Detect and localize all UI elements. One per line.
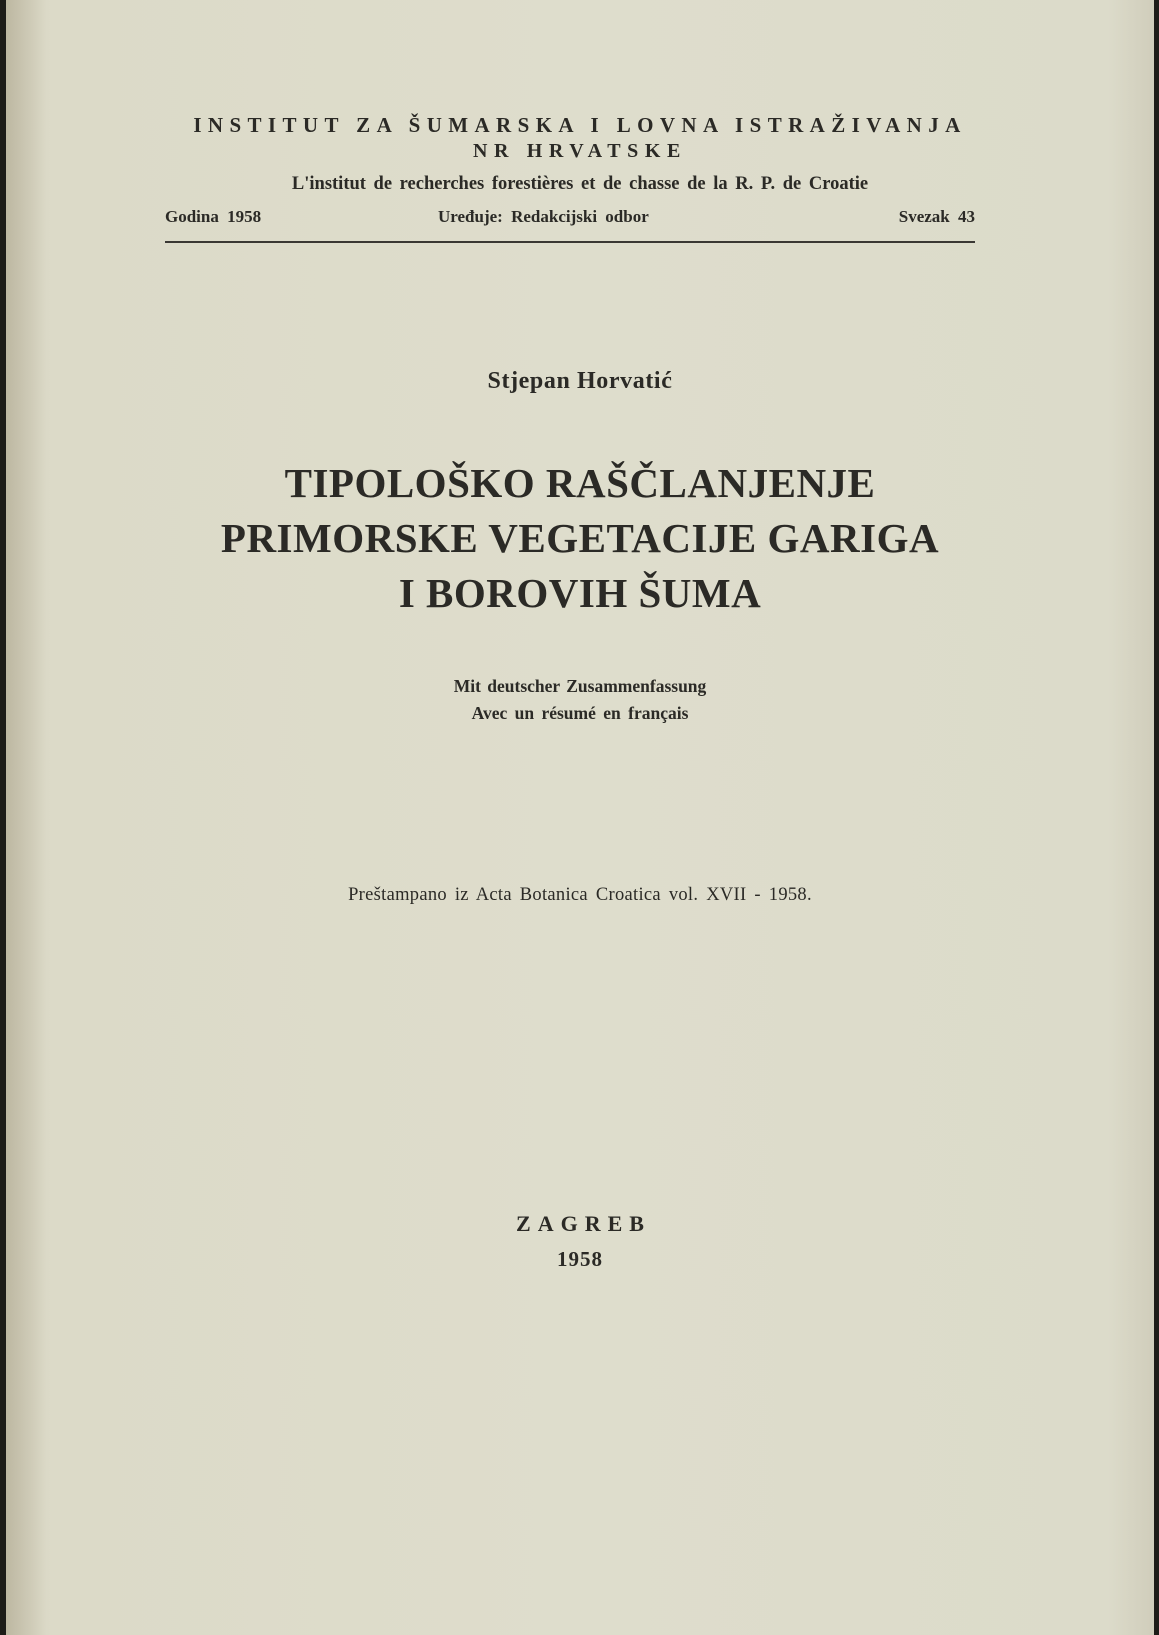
series-editor: Uređuje: Redakcijski odbor <box>438 207 649 226</box>
header-rule <box>165 241 975 243</box>
book-cover <box>6 0 1154 1635</box>
institute-name: INSTITUT ZA ŠUMARSKA I LOVNA ISTRAŽIVANJA <box>193 113 967 137</box>
imprint-city: ZAGREB <box>516 1211 651 1236</box>
french-summary-note: Avec un résumé en français <box>471 703 689 723</box>
series-year: Godina 1958 <box>165 207 262 226</box>
german-summary-note: Mit deutscher Zusammenfassung <box>453 676 707 696</box>
imprint-year: 1958 <box>557 1247 603 1271</box>
series-meta-row <box>165 207 975 231</box>
series-issue: Svezak 43 <box>898 207 975 226</box>
title-line-3: I BOROVIH ŠUMA <box>398 570 762 616</box>
reprint-note: Preštampano iz Acta Botanica Croatica vol. XVII - 1958. <box>348 885 812 905</box>
title-line-2: PRIMORSKE VEGETACIJE GARIGA <box>220 515 940 561</box>
title-line-1: TIPOLOŠKO RAŠČLANJENJE <box>284 460 876 506</box>
institute-country: NR HRVATSKE <box>473 140 687 162</box>
book-title <box>6 456 1154 621</box>
institute-french-name: L'institut de recherches forestières et de chasse de la R. P. de Croatie <box>291 174 869 194</box>
author-name: Stjepan Horvatić <box>487 368 673 394</box>
